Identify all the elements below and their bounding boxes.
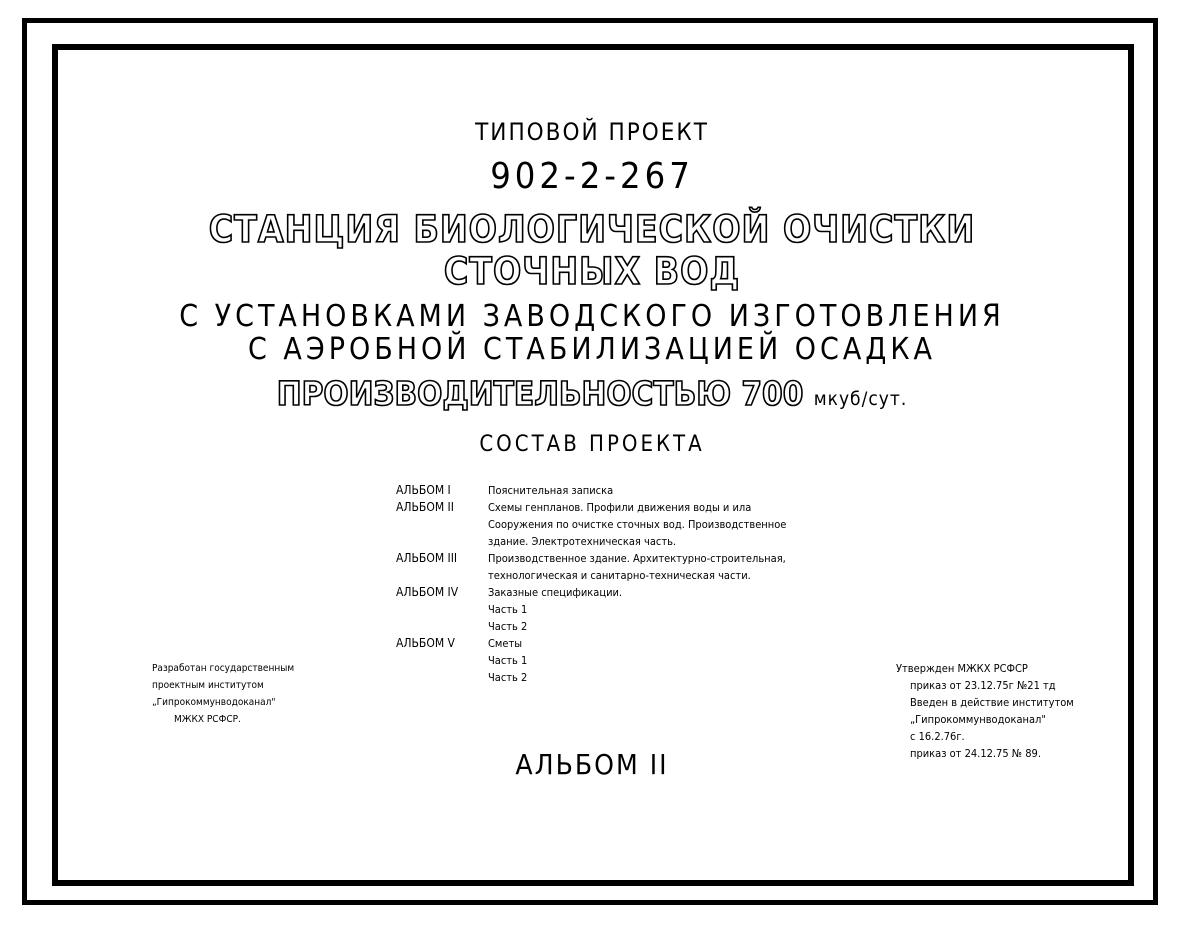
album-description: Схемы генпланов. Профили движения воды и ила [488,501,752,514]
album-label [396,567,488,584]
approval-line: Введен в действие институтом [910,696,1074,709]
album-description: Часть 2 [488,620,528,633]
album-label [396,669,488,686]
album-label [396,533,488,550]
approval-line: приказ от 24.12.75 № 89. [910,747,1041,760]
developer-line: МЖКХ РСФСР. [174,714,241,725]
composition-row [396,567,816,584]
composition-row [396,499,816,516]
album-label: АЛЬБОМ I [396,483,451,497]
composition-row [396,584,816,601]
capacity-unit: мкуб/сут. [813,388,908,410]
capacity-line [0,374,1184,413]
composition-row [396,669,816,686]
album-description: технологическая и санитарно-техническая части. [488,569,751,582]
developer-line: проектным институтом [152,680,264,691]
title-line-2: СТОЧНЫХ ВОД [443,250,741,293]
album-description: Сооружения по очистке сточных вод. Производственное [488,518,787,531]
developer-block [152,660,294,728]
approval-line: с 16.2.76г. [910,730,965,743]
album-label: АЛЬБОМ II [396,500,454,514]
composition-row [396,601,816,618]
album-label [396,601,488,618]
composition-row [396,550,816,567]
album-description: Часть 1 [488,654,528,667]
album-description: Часть 2 [488,671,528,684]
title-line-1: СТАНЦИЯ БИОЛОГИЧЕСКОЙ ОЧИСТКИ [208,208,976,251]
album-description: Пояснительная записка [488,484,614,497]
album-description: Заказные спецификации. [488,586,623,599]
approval-line: „Гипрокоммунводоканал" [910,713,1046,726]
subtitle-line-2: С АЭРОБНОЙ СТАБИЛИЗАЦИЕЙ ОСАДКА [247,332,936,367]
current-album-label: АЛЬБОМ II [515,748,669,781]
composition-row [396,533,816,550]
developer-line: „Гипрокоммунводоканал" [152,697,276,708]
project-type-label: ТИПОВОЙ ПРОЕКТ [475,118,709,146]
developer-line: Разработан государственным [152,663,295,674]
album-description: Сметы [488,637,523,650]
album-label [396,618,488,635]
composition-row [396,482,816,499]
approval-block [896,660,1074,762]
composition-list [396,482,816,686]
capacity-label: ПРОИЗВОДИТЕЛЬНОСТЬЮ 700 [276,374,804,413]
subtitle-line-1: С УСТАНОВКАМИ ЗАВОДСКОГО ИЗГОТОВЛЕНИЯ [179,299,1005,334]
album-label: АЛЬБОМ III [396,551,458,565]
album-label: АЛЬБОМ IV [396,585,459,599]
album-description: здание. Электротехническая часть. [488,535,677,548]
approval-line: приказ от 23.12.75г №21 тд [910,679,1056,692]
composition-row [396,516,816,533]
album-label: АЛЬБОМ V [396,636,455,650]
album-description: Часть 1 [488,603,528,616]
composition-row [396,635,816,652]
composition-title: СОСТАВ ПРОЕКТА [479,432,705,457]
album-description: Производственное здание. Архитектурно-строительная, [488,552,786,565]
composition-row [396,618,816,635]
approval-line: Утвержден МЖКХ РСФСР [896,662,1028,675]
album-label [396,652,488,669]
project-number: 902-2-267 [490,156,694,197]
composition-row [396,652,816,669]
album-label [396,516,488,533]
